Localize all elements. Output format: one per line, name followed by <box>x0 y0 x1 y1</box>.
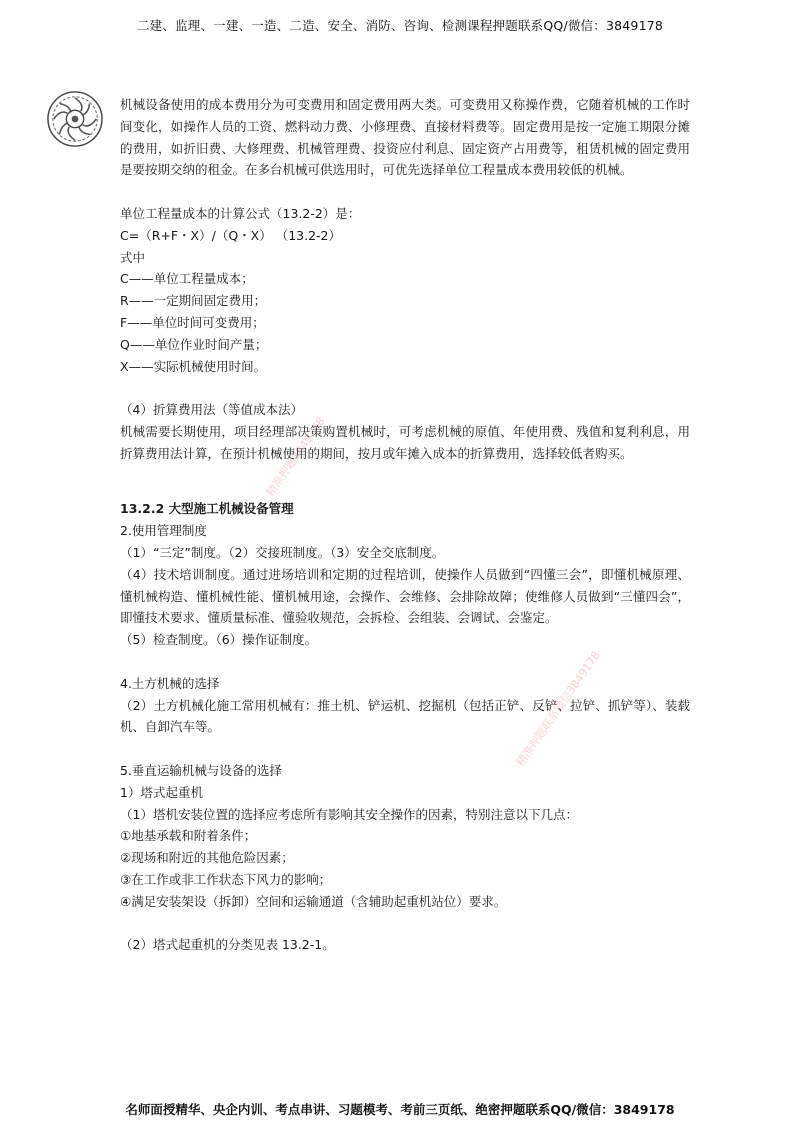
definition-x: X——实际机械使用时间。 <box>120 358 267 374</box>
s5-title: 5.垂直运输机械与设备的选择 <box>120 762 282 778</box>
definition-q: Q——单位作业时间产量； <box>120 336 268 352</box>
s2-line3: （5）检查制度。（6）操作证制度。 <box>120 632 318 648</box>
page-header: 二建、监理、一建、一造、二造、安全、消防、咨询、检测课程押题联系QQ/微信：3849178 <box>136 18 664 33</box>
s2-title: 2.使用管理制度 <box>120 523 207 539</box>
intro-paragraph: 机械设备使用的成本费用分为可变费用和固定费用两大类。可变费用又称操作费，它随着机械的工作时间变化，如操作人员的工资、燃料动力费、小修理费、直接材料费等。固定费用是按一定施工期限分摊的费用，如折旧费、大修理费、机械管理费、投资应付利息、固定资产占用费等，租赁机械的固定费用是要按期交纳的租金。在多台机械可供选用时，可优先选择单位工程量成本费用较低的机械。 <box>120 97 690 178</box>
s5-line1: （1）塔机安装位置的选择应考虑所有影响其安全操作的因素，特别注意以下几点： <box>120 806 578 822</box>
watermark: 精准押题3849178 <box>263 414 328 499</box>
s5-point2: ②现场和附近的其他危险因素； <box>120 850 294 866</box>
s5-line2: （2）塔式起重机的分类见表 13.2-1。 <box>120 937 335 953</box>
definition-r: R——一定期间固定费用； <box>120 293 267 309</box>
method4-text: 机械需要长期使用，项目经理部决策购置机械时，可考虑机械的原值、年使用费、残值和复利利息，用折算费用法计算，在预计机械使用的期间，按月或年摊入成本的折算费用，选择较低者购买。 <box>120 423 690 461</box>
where-label: 式中 <box>120 249 146 265</box>
swirl-logo-icon <box>46 90 104 148</box>
formula: C=（R+F・X）/（Q・X） （13.2-2） <box>120 227 341 243</box>
document-body <box>120 94 690 956</box>
s5-point1: ①地基承载和附着条件； <box>120 828 257 844</box>
s4-title: 4.土方机械的选择 <box>120 675 220 691</box>
definition-c: C——单位工程量成本； <box>120 271 254 287</box>
s5-point4: ④满足安装架设（拆卸）空间和运输通道（含辅助起重机站位）要求。 <box>120 893 507 909</box>
page-footer: 名师面授精华、央企内训、考点串讲、习题模考、考前三页纸、绝密押题联系QQ/微信：3849178 <box>125 1102 675 1117</box>
s4-line1: （2）土方机械化施工常用机械有：推土机、铲运机、挖掘机（包括正铲、反铲、拉铲、抓铲等）、装载机、自卸汽车等。 <box>120 697 690 735</box>
s5-sub1: 1）塔式起重机 <box>120 784 203 800</box>
method4-title: （4）折算费用法（等值成本法） <box>120 402 303 418</box>
definition-f: F——单位时间可变费用； <box>120 314 265 330</box>
s5-point3: ③在工作或非工作状态下风力的影响； <box>120 871 332 887</box>
section-title: 13.2.2 大型施工机械设备管理 <box>120 501 294 517</box>
formula-intro: 单位工程量成本的计算公式（13.2-2）是： <box>120 205 361 221</box>
s2-line2: （4）技术培训制度。通过进场培训和定期的过程培训，使操作人员做到“四懂三会”，即懂机械原理、懂机械构造、懂机械性能、懂机械用途，会操作、会维修、会排除故障；使维修人员做到“三懂四会”，即懂技术要求、懂质量标准、懂验收规范，会拆检、会组装、会调试、会鉴定。 <box>120 566 690 626</box>
watermark: 精准押题联系微信3849178 <box>513 648 603 769</box>
s2-line1: （1）“三定”制度。（2）交接班制度。（3）安全交底制度。 <box>120 544 445 560</box>
